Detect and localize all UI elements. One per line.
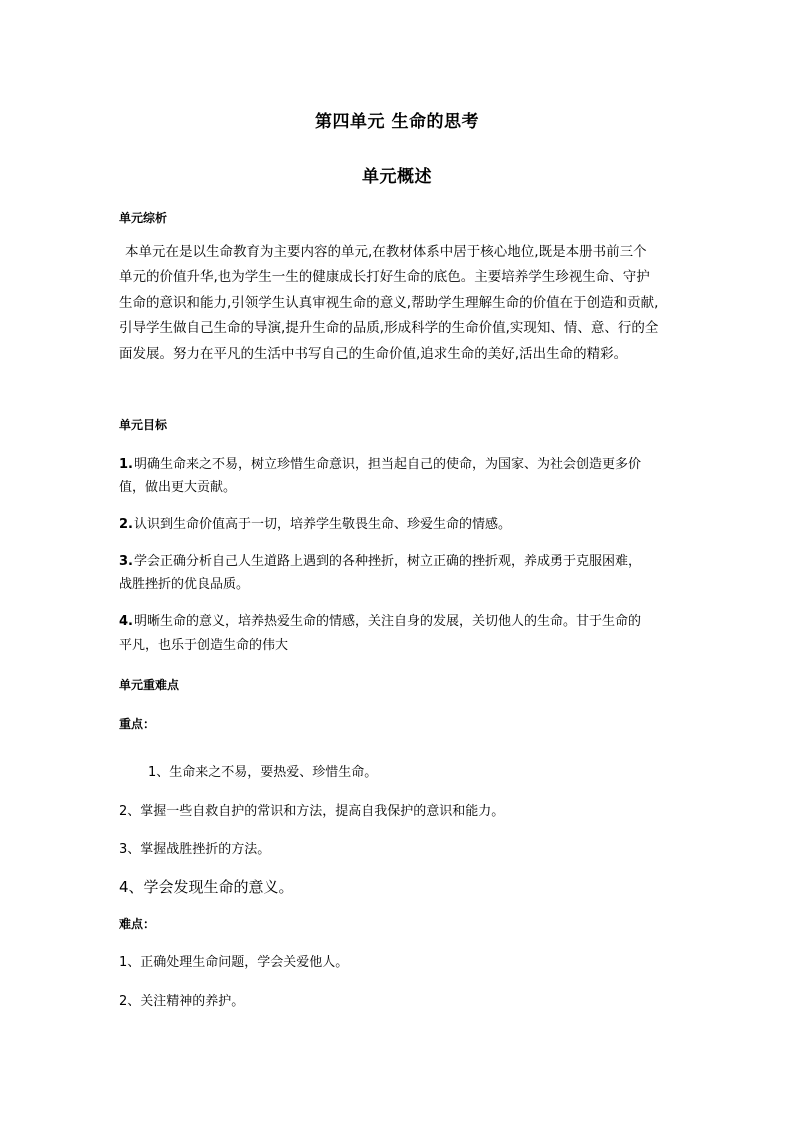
difficult-points-label: 难点： [119, 917, 156, 931]
difficult-point-2: 2、关注精神的养护。 [119, 994, 245, 1009]
key-points-label: 重点： [119, 717, 156, 731]
key-point-3: 3、掌握战胜挫折的方法。 [119, 842, 271, 857]
difficult-point-1: 1、正确处理生命问题，学会关爱他人。 [119, 955, 349, 970]
goal-text: 明晰生命的意义，培养热爱生命的情感，关注自身的发展，关切他人的生命。甘于生命的 [133, 614, 641, 629]
goal-item-4-line-2: 平凡，也乐于创造生命的伟大 [119, 638, 289, 653]
key-difficult-heading: 单元重难点 [119, 678, 180, 692]
goal-text: 明确生命来之不易，树立珍惜生命意识，担当起自己的使命，为国家、为社会创造更多价 [133, 457, 641, 472]
goals-heading: 单元目标 [119, 418, 168, 432]
goal-number: 1. [119, 457, 133, 472]
analysis-line-2: 单元的价值升华,也为学生一生的健康成长打好生命的底色。主要培养学生珍视生命、守护 [119, 269, 650, 285]
document-subtitle: 单元概述 [362, 167, 432, 187]
analysis-line-1: 本单元在是以生命教育为主要内容的单元,在教材体系中居于核心地位,既是本册书前三个 [125, 244, 647, 260]
key-point-2: 2、掌握一些自救自护的常识和方法，提高自我保护的意识和能力。 [119, 804, 505, 819]
goal-item-3-line-2: 战胜挫折的优良品质。 [119, 577, 250, 592]
goal-item-1-line-2: 值，做出更大贡献。 [119, 480, 237, 495]
goal-text: 学会正确分析自己人生道路上遇到的各种挫折，树立正确的挫折观，养成勇于克服困难， [133, 554, 641, 569]
analysis-line-3: 生命的意识和能力,引领学生认真审视生命的意义,帮助学生理解生命的价值在于创造和贡献, [119, 295, 659, 311]
goal-item-2 [119, 514, 689, 536]
key-point-1: 1、生命来之不易，要热爱、珍惜生命。 [148, 765, 378, 780]
goal-number: 3. [119, 554, 133, 569]
analysis-heading: 单元综析 [119, 211, 168, 225]
key-point-4: 4、学会发现生命的意义。 [119, 878, 294, 896]
document-title: 第四单元 生命的思考 [315, 112, 479, 132]
goal-number: 4. [119, 614, 133, 629]
goal-text: 认识到生命价值高于一切，培养学生敬畏生命、珍爱生命的情感。 [133, 517, 511, 532]
analysis-line-5: 面发展。努力在平凡的生活中书写自己的生命价值,追求生命的美好,活出生命的精彩。 [119, 346, 628, 362]
goal-item-3-line-1 [119, 551, 689, 573]
goal-item-1-line-1 [119, 454, 689, 476]
goal-item-4-line-1 [119, 611, 689, 633]
goal-number: 2. [119, 517, 133, 532]
analysis-line-4: 引导学生做自己生命的导演,提升生命的品质,形成科学的生命价值,实现知、情、意、行的全 [119, 320, 659, 336]
